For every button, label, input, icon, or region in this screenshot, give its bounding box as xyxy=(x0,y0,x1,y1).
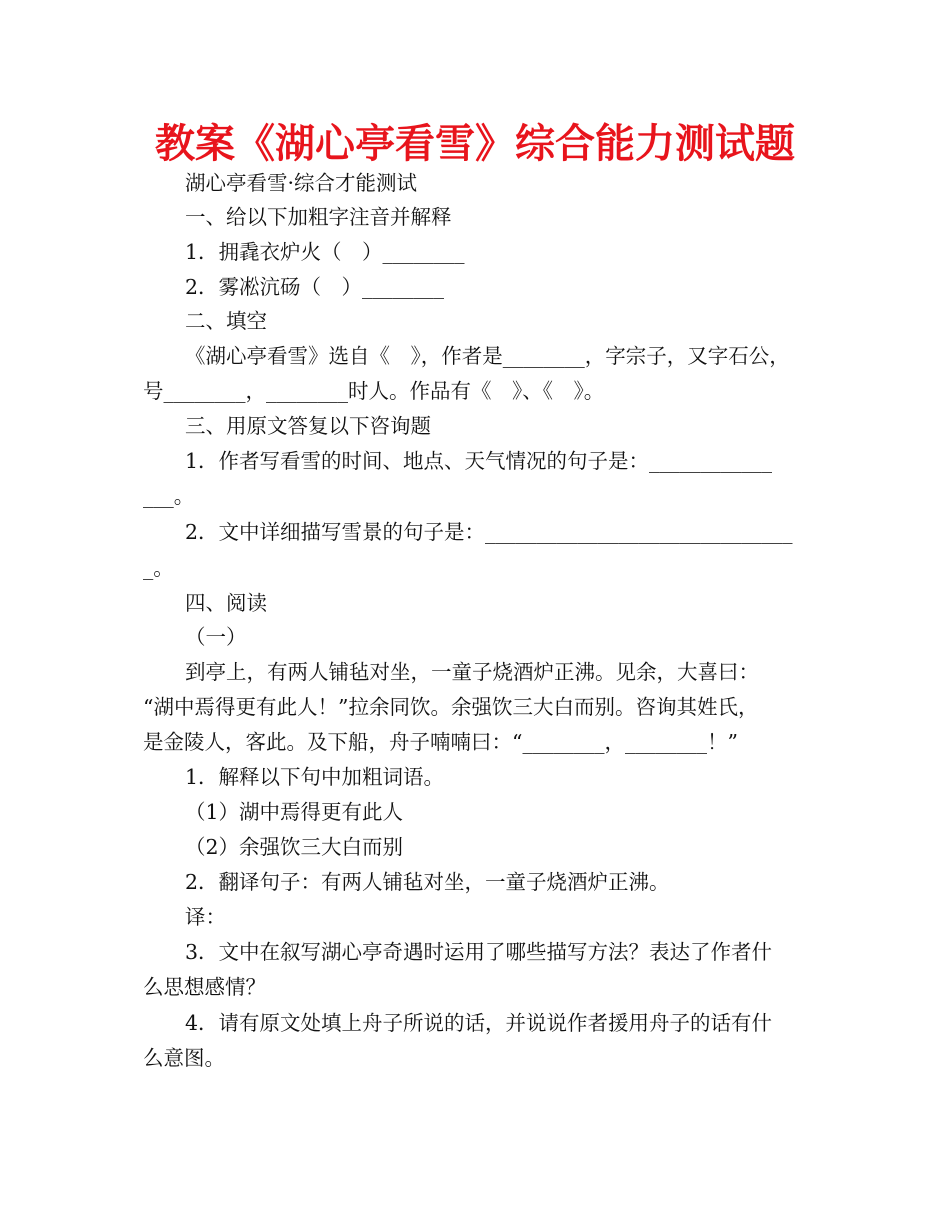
reading-question-4: 4．请有原文处填上舟子所说的话，并说说作者援用舟子的话有什 xyxy=(185,1011,773,1035)
question-3-2: 2．文中详细描写雪景的句子是：______________________________ xyxy=(185,520,793,544)
document-title: 教案《湖心亭看雪》综合能力测试题 xyxy=(155,121,795,167)
reading-question-1-b: （2）余强饮三大白而别 xyxy=(185,835,404,859)
passage-line-3: 是金陵人，客此。及下船，舟子喃喃曰：“________，________！” xyxy=(143,730,738,754)
question-3-1: 1．作者写看雪的时间、地点、天气情况的句子是：____________ xyxy=(185,449,773,473)
section-heading-2: 二、填空 xyxy=(185,309,267,333)
reading-question-2: 2．翻译句子：有两人铺毡对坐，一童子烧酒炉正沸。 xyxy=(185,870,670,894)
question-3-1-cont: ___。 xyxy=(143,484,195,508)
reading-question-3-cont: 么思想感情？ xyxy=(143,975,266,999)
fill-blank-line-1: 《湖心亭看雪》选自《 》，作者是________，字宗子，又字石公， xyxy=(185,344,790,368)
translation-label: 译： xyxy=(185,905,226,929)
question-1-2: 2．雾凇沆砀（ ）________ xyxy=(185,275,445,299)
passage-line-2: “湖中焉得更有此人！”拉余同饮。余强饮三大白而别。咨询其姓氏， xyxy=(143,695,759,719)
reading-part-1: （一） xyxy=(185,625,247,649)
reading-question-1: 1．解释以下句中加粗词语。 xyxy=(185,765,445,789)
section-heading-3: 三、用原文答复以下咨询题 xyxy=(185,414,431,438)
fill-blank-line-2: 号________，________时人。作品有《 》、《 》。 xyxy=(143,379,605,403)
question-3-2-cont: _。 xyxy=(143,556,174,580)
section-heading-4: 四、阅读 xyxy=(185,591,267,615)
section-heading-1: 一、给以下加粗字注音并解释 xyxy=(185,205,452,229)
subtitle: 湖心亭看雪·综合才能测试 xyxy=(185,171,418,195)
question-1-1: 1．拥毳衣炉火（ ）________ xyxy=(185,240,465,264)
reading-question-4-cont: 么意图。 xyxy=(143,1046,225,1070)
reading-question-1-a: （1）湖中焉得更有此人 xyxy=(185,800,404,824)
reading-question-3: 3．文中在叙写湖心亭奇遇时运用了哪些描写方法？表达了作者什 xyxy=(185,940,773,964)
passage-line-1: 到亭上，有两人铺毡对坐，一童子烧酒炉正沸。见余，大喜曰： xyxy=(185,660,759,684)
